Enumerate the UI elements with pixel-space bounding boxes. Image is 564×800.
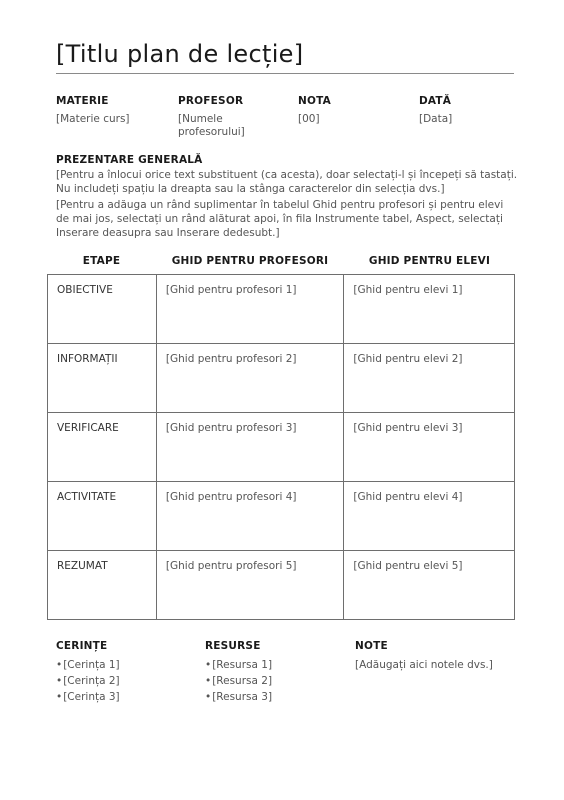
table-row [48, 344, 515, 413]
date-label: DATĂ [419, 95, 452, 107]
list-item[interactable] [205, 657, 335, 673]
header-teacher-guide: GHID PENTRU PROFESORI [171, 255, 329, 267]
bullet-icon: • [205, 675, 212, 687]
resource-text: [Resursa 2] [212, 675, 273, 687]
student-guide-cell[interactable]: [Ghid pentru elevi 5] [344, 551, 515, 620]
student-guide-cell[interactable]: [Ghid pentru elevi 1] [344, 275, 515, 344]
grade-value[interactable]: [00] [298, 113, 320, 125]
overview-label: PREZENTARE GENERALĂ [56, 154, 203, 166]
requirements-label: CERINȚE [56, 640, 108, 652]
grade-label: NOTA [298, 95, 331, 107]
overview-section [56, 154, 518, 240]
resources-section [205, 640, 335, 705]
student-guide-cell[interactable]: [Ghid pentru elevi 3] [344, 413, 515, 482]
list-item[interactable] [56, 673, 186, 689]
resources-label: RESURSE [205, 640, 261, 652]
requirement-text: [Cerința 2] [63, 675, 120, 687]
resources-list [205, 657, 335, 705]
step-cell[interactable]: OBIECTIVE [48, 275, 157, 344]
lesson-meta [56, 95, 516, 145]
teacher-guide-cell[interactable]: [Ghid pentru profesori 5] [156, 551, 344, 620]
teacher-guide-cell[interactable]: [Ghid pentru profesori 4] [156, 482, 344, 551]
resource-text: [Resursa 3] [212, 691, 273, 703]
step-cell[interactable]: REZUMAT [48, 551, 157, 620]
bullet-icon: • [205, 659, 212, 671]
bullet-icon: • [56, 675, 63, 687]
overview-paragraph-1[interactable]: [Pentru a înlocui orice text substituent (ca acesta), doar selectați-l și începeți să tastați. Nu includeți spațiu la dreapta sau la stânga caracterelor din selecția dvs.] [56, 169, 518, 195]
bullet-icon: • [56, 659, 63, 671]
step-cell[interactable]: ACTIVITATE [48, 482, 157, 551]
teacher-guide-cell[interactable]: [Ghid pentru profesori 1] [156, 275, 344, 344]
table-row [48, 551, 515, 620]
step-cell[interactable]: INFORMAȚII [48, 344, 157, 413]
page-title[interactable]: [Titlu plan de lecție] [56, 40, 304, 68]
list-item[interactable] [205, 673, 335, 689]
title-divider [56, 73, 514, 74]
list-item[interactable] [56, 689, 186, 705]
teacher-value[interactable]: [Numele profesorului] [178, 113, 245, 138]
table-row [48, 413, 515, 482]
meta-subject [56, 95, 166, 126]
teacher-guide-cell[interactable]: [Ghid pentru profesori 2] [156, 344, 344, 413]
bullet-icon: • [56, 691, 63, 703]
meta-teacher [178, 95, 278, 139]
student-guide-cell[interactable]: [Ghid pentru elevi 2] [344, 344, 515, 413]
requirements-section [56, 640, 186, 705]
lesson-table [47, 274, 515, 620]
list-item[interactable] [56, 657, 186, 673]
header-steps: ETAPE [82, 255, 121, 267]
subject-value[interactable]: [Materie curs] [56, 113, 130, 125]
subject-label: MATERIE [56, 95, 109, 107]
notes-text[interactable]: [Adăugați aici notele dvs.] [355, 659, 493, 671]
overview-paragraph-2[interactable]: [Pentru a adăuga un rând suplimentar în tabelul Ghid pentru profesori și pentru elevi de mai jos, selectați un rând alăturat apoi, în fila Instrumente tabel, Aspect, selectați Inserare deasupra sau Inserare dedesubt.] [56, 199, 504, 239]
notes-label: NOTE [355, 640, 388, 652]
step-cell[interactable]: VERIFICARE [48, 413, 157, 482]
teacher-guide-cell[interactable]: [Ghid pentru profesori 3] [156, 413, 344, 482]
teacher-label: PROFESOR [178, 95, 244, 107]
resource-text: [Resursa 1] [212, 659, 273, 671]
requirement-text: [Cerința 1] [63, 659, 120, 671]
table-row [48, 275, 515, 344]
list-item[interactable] [205, 689, 335, 705]
bullet-icon: • [205, 691, 212, 703]
requirement-text: [Cerința 3] [63, 691, 120, 703]
meta-date [419, 95, 529, 126]
date-value[interactable]: [Data] [419, 113, 453, 125]
header-student-guide: GHID PENTRU ELEVI [368, 255, 491, 267]
table-row [48, 482, 515, 551]
notes-section [355, 640, 520, 673]
requirements-list [56, 657, 186, 705]
student-guide-cell[interactable]: [Ghid pentru elevi 4] [344, 482, 515, 551]
meta-grade [298, 95, 408, 126]
